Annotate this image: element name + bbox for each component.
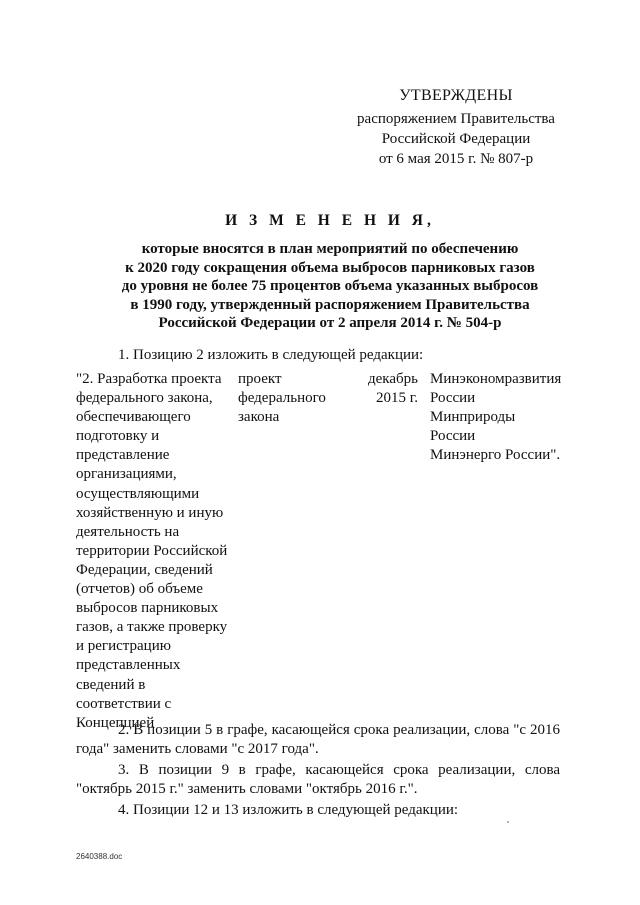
table-cell-line: и регистрацию	[76, 638, 171, 655]
table-cell-line: выбросов парниковых	[76, 600, 219, 617]
document-title	[70, 212, 590, 333]
title-line: в 1990 году, утвержденный распоряжением Правительства	[130, 296, 530, 313]
item-1: 1. Позицию 2 изложить в следующей редакции:	[118, 347, 424, 363]
table-cell-line: территории Российской	[76, 542, 228, 559]
approval-heading: УТВЕРЖДЕНЫ	[399, 87, 513, 104]
table-cell-line: Минэкономразвития	[430, 371, 562, 387]
table-cell-line: сведений в	[76, 676, 146, 693]
table-cell-line: федерального закона,	[76, 390, 213, 407]
table-cell-line: осуществляющими	[76, 485, 200, 502]
item-4: 4. Позиции 12 и 13 изложить в следующей редакции:	[118, 802, 459, 818]
table-cell-line: проект	[238, 371, 282, 387]
table-cell-line: представленных	[76, 657, 181, 674]
table-cell-line: Минэнерго России".	[430, 447, 561, 464]
table-cell-line: хозяйственную и иную	[76, 504, 224, 521]
footer-filename: 2640388.doc	[76, 852, 123, 861]
table-cell-line: подготовку и	[76, 428, 160, 445]
table-col-deadline	[364, 370, 418, 408]
table-col-action	[76, 370, 236, 733]
table-cell-line: Концепцией	[76, 714, 155, 731]
title-subtitle	[70, 240, 590, 333]
approval-line-1: распоряжением Правительства	[357, 111, 555, 127]
table-cell-line: "2. Разработка проекта	[76, 371, 222, 387]
approval-stamp	[340, 86, 572, 169]
table-cell-line: (отчетов) об объеме	[76, 581, 203, 598]
table-cell-line: федерального	[238, 390, 326, 407]
item-2: 2. В позиции 5 в графе, касающейся срока реализации, слова "с 2016 года" заменить словами "с 2017 года".	[76, 722, 560, 757]
title-heading: И З М Е Н Е Н И Я,	[225, 212, 435, 229]
approval-line-2: Российской Федерации	[381, 131, 531, 147]
title-line: которые вносятся в план мероприятий по обеспечению	[141, 241, 519, 257]
table-cell-line: соответствии с	[76, 695, 172, 712]
table-cell-line: Минприроды	[430, 409, 516, 426]
table-col-responsible	[430, 370, 600, 465]
table-cell-line: декабрь	[368, 371, 418, 387]
table-cell-line: 2015 г.	[376, 390, 418, 407]
table-cell-line: организациями,	[76, 466, 177, 483]
table-cell-line: деятельность на	[76, 523, 180, 540]
table-col-result	[238, 370, 348, 427]
table-cell-line: представление	[76, 447, 170, 464]
table-cell-line: закона	[238, 409, 280, 426]
table-cell-line: Федерации, сведений	[76, 561, 213, 578]
title-line: до уровня не более 75 процентов объема указанных выбросов	[121, 278, 539, 294]
title-line: Российской Федерации от 2 апреля 2014 г. № 504-р	[158, 315, 502, 331]
table-cell-line: России	[430, 428, 476, 445]
table-cell-line: России	[430, 390, 476, 407]
speck	[507, 821, 509, 823]
item-3: 3. В позиции 9 в графе, касающейся срока реализации, слова "октябрь 2015 г." заменить словами "октябрь 2016 г.".	[76, 762, 560, 797]
table-cell-line: газов, а также проверку	[76, 619, 228, 636]
table-cell-line: обеспечивающего	[76, 409, 191, 426]
approval-line-3: от 6 мая 2015 г. № 807-р	[378, 151, 534, 167]
title-line: к 2020 году сокращения объема выбросов парниковых газов	[125, 259, 535, 276]
